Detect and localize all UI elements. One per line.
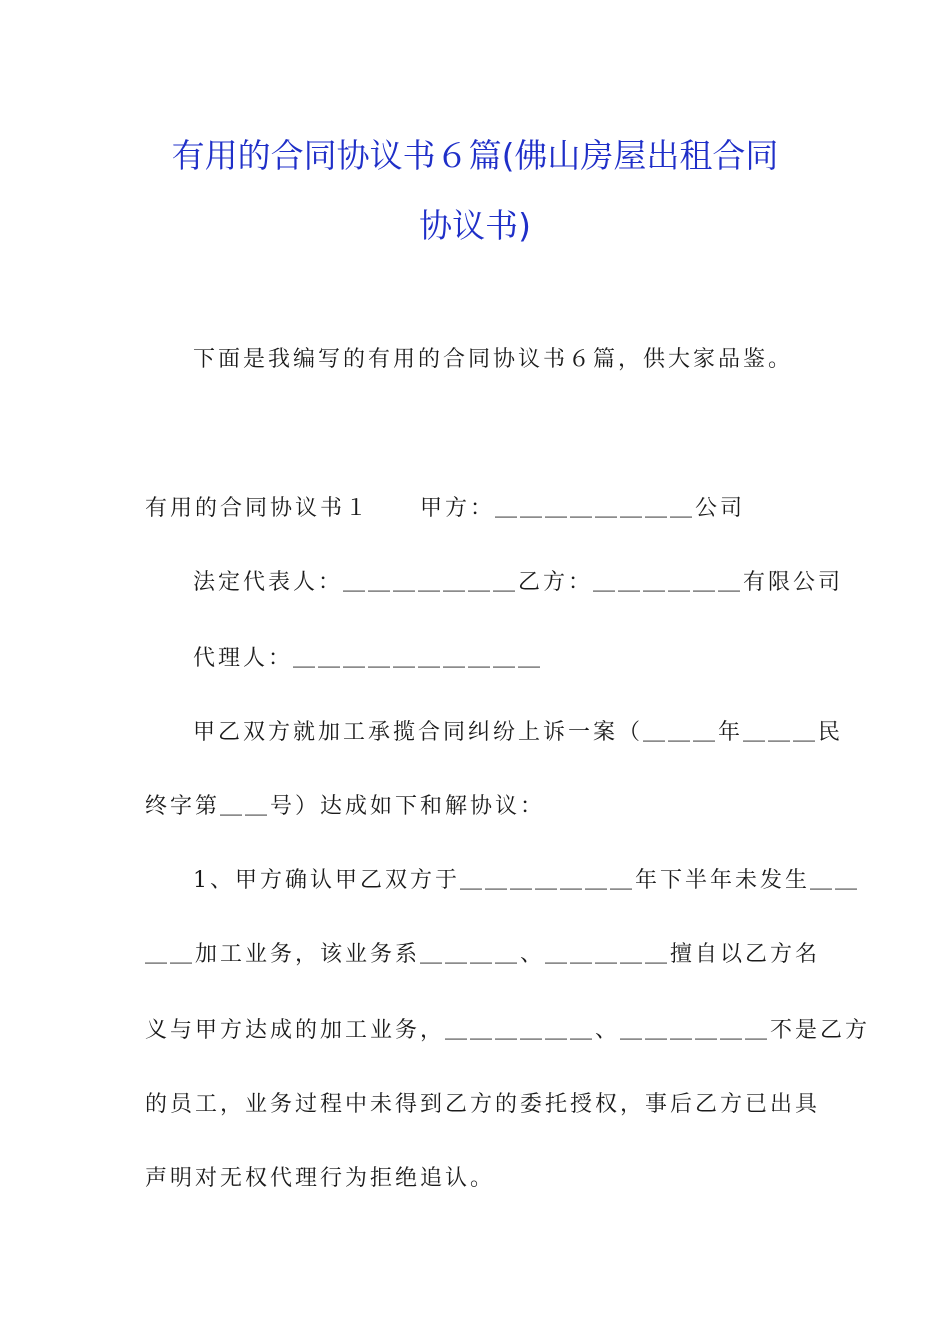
clause-1-line: 义与甲方达成的加工业务，＿＿＿＿＿＿、＿＿＿＿＿＿不是乙方 — [145, 1018, 871, 1043]
clause-1-line: 声明对无权代理行为拒绝追认。 — [145, 1166, 496, 1191]
paragraph-line: 甲乙双方就加工承揽合同纠纷上诉一案（＿＿＿年＿＿＿民 — [193, 720, 844, 745]
paragraph-line: 终字第＿＿号）达成如下和解协议： — [145, 794, 546, 819]
clause-1-line: ＿＿加工业务，该业务系＿＿＿＿、＿＿＿＿＿擅自以乙方名 — [145, 942, 821, 967]
legal-representative-line: 法定代表人：＿＿＿＿＿＿＿乙方：＿＿＿＿＿＿有限公司 — [193, 570, 844, 595]
contract-heading-line: 有用的合同协议书１ 甲方：＿＿＿＿＿＿＿＿公司 — [145, 496, 746, 521]
intro-paragraph: 下面是我编写的有用的合同协议书６篇，供大家品鉴。 — [193, 347, 794, 372]
clause-1-line: 的员工，业务过程中未得到乙方的委托授权，事后乙方已出具 — [145, 1092, 821, 1117]
document-title-line-1: 有用的合同协议书６篇(佛山房屋出租合同 — [171, 136, 779, 175]
document-title-line-2: 协议书) — [419, 206, 531, 245]
agent-line: 代理人：＿＿＿＿＿＿＿＿＿＿ — [193, 646, 544, 671]
clause-1-line: 1、甲方确认甲乙双方于＿＿＿＿＿＿＿年下半年未发生＿＿ — [193, 868, 860, 893]
